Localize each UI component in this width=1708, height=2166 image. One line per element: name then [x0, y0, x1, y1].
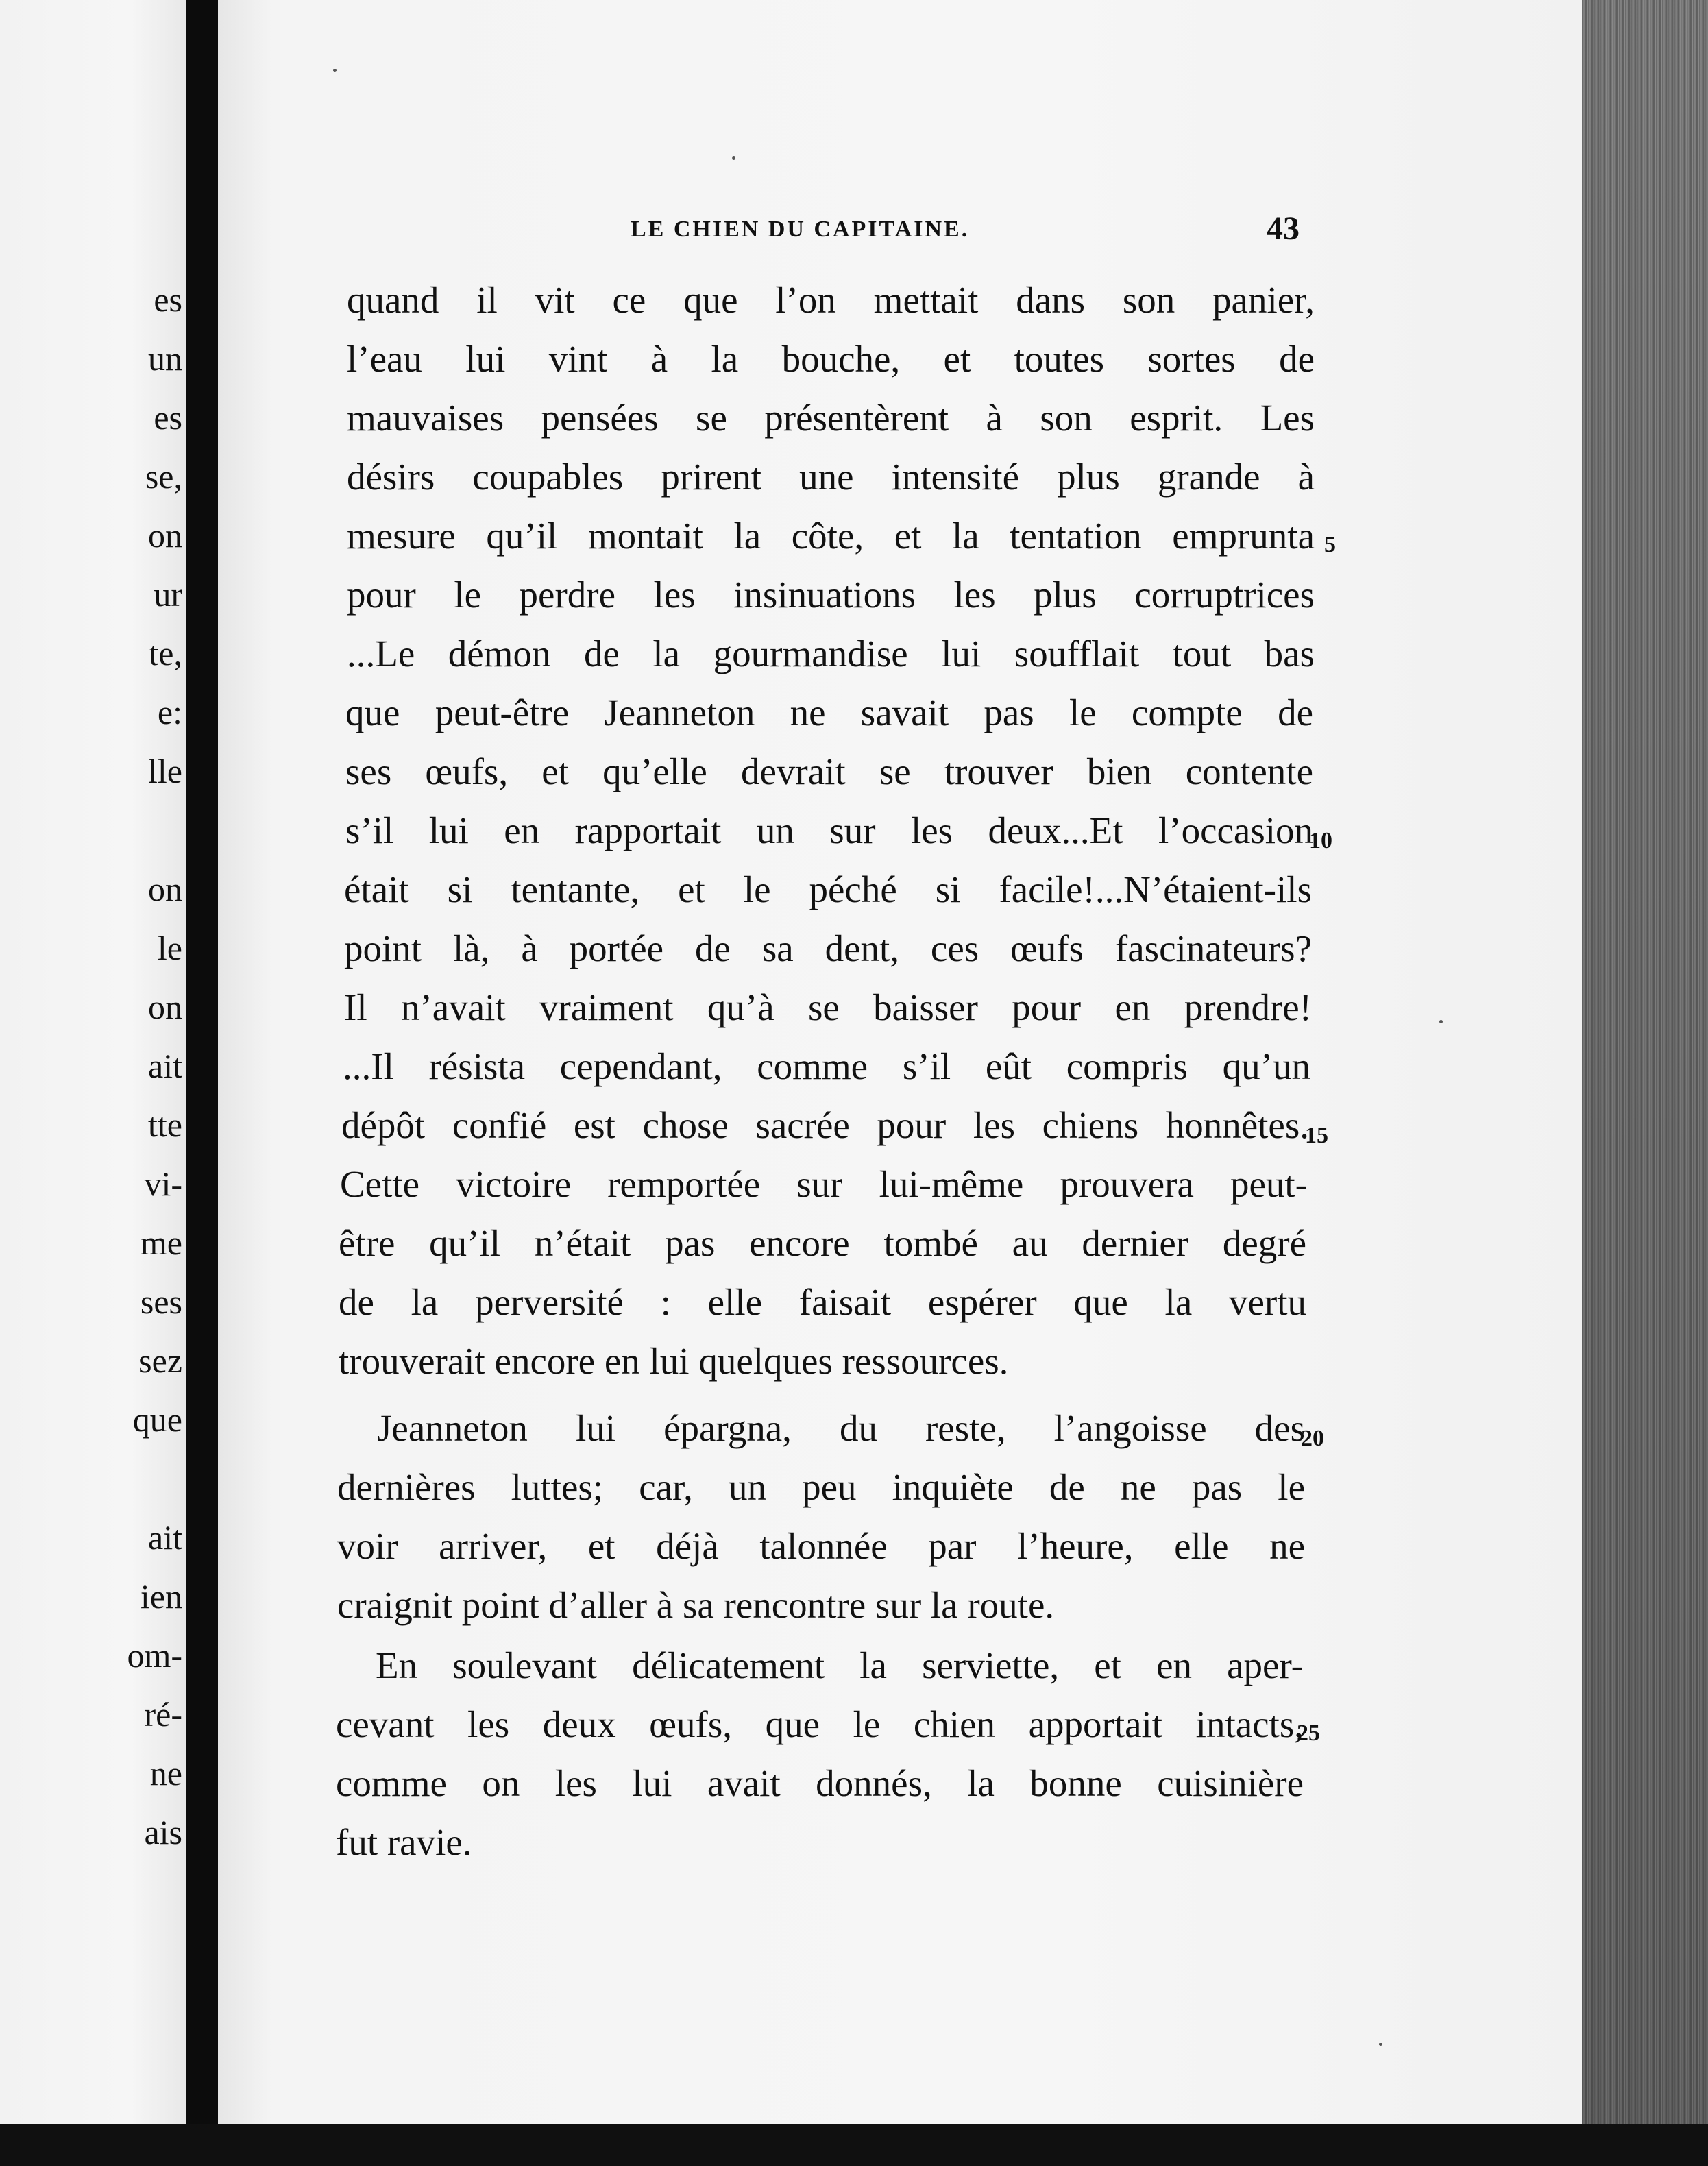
scan-speck: [732, 156, 735, 160]
scan-speck: [1439, 1020, 1443, 1023]
text-line: Cette victoire remportée sur lui-même prouvera peut-: [340, 1163, 1308, 1205]
text-line: mauvaises pensées se présentèrent à son esprit. Les: [347, 397, 1315, 439]
previous-page-fragment: que: [132, 1400, 182, 1439]
scan-speck: [333, 69, 337, 72]
scan-bottom-border: [0, 2124, 1708, 2166]
text-line: s’il lui en rapportait un sur les deux...Et l’occasion: [345, 810, 1313, 851]
previous-page-fragment: on: [148, 516, 182, 555]
previous-page-fragment: sez: [138, 1341, 182, 1380]
text-line: fut ravie.: [336, 1821, 472, 1863]
text-line: cevant les deux œufs, que le chien apportait intacts,: [336, 1703, 1304, 1745]
text-line: pour le perdre les insinuations les plus corruptrices: [347, 574, 1315, 616]
book-gutter-shadow: [186, 0, 218, 2166]
text-line: ...Le démon de la gourmandise lui soufflait tout bas: [347, 633, 1315, 674]
text-line: de la perversité : elle faisait espérer que la vertu: [339, 1281, 1306, 1323]
previous-page-edge: [0, 0, 186, 2166]
previous-page-fragment: ien: [140, 1577, 182, 1616]
text-line: Jeanneton lui épargna, du reste, l’angoisse des: [377, 1407, 1305, 1449]
previous-page-fragment: te,: [149, 634, 182, 672]
previous-page-fragment: ait: [148, 1518, 182, 1557]
text-line: était si tentante, et le péché si facile!...N’étaient-ils: [344, 868, 1312, 910]
previous-page-fragment: ur: [154, 575, 182, 613]
previous-page-fragment: om-: [127, 1636, 182, 1675]
previous-page-fragment: se,: [145, 457, 182, 496]
text-line: dernières luttes; car, un peu inquiète de ne pas le: [337, 1466, 1305, 1508]
previous-page-fragment: me: [140, 1224, 182, 1262]
previous-page-fragment: lle: [148, 752, 182, 790]
previous-page-fragment: ait: [148, 1047, 182, 1085]
text-line: En soulevant délicatement la serviette, et en aper-: [376, 1644, 1304, 1686]
previous-page-fragment: on: [148, 988, 182, 1026]
text-line: dépôt confié est chose sacrée pour les chiens honnêtes.: [341, 1104, 1309, 1146]
text-line: que peut-être Jeanneton ne savait pas le compte de: [345, 692, 1313, 733]
text-line: mesure qu’il montait la côte, et la tentation emprunta: [347, 515, 1315, 557]
text-line: point là, à portée de sa dent, ces œufs fascinateurs?: [344, 927, 1312, 969]
previous-page-fragment: es: [154, 398, 182, 437]
previous-page-fragment: e:: [157, 693, 182, 731]
text-line: ses œufs, et qu’elle devrait se trouver bien contente: [345, 751, 1313, 792]
previous-page-fragment: ne: [149, 1754, 182, 1792]
previous-page-fragment: vi-: [144, 1165, 182, 1203]
text-line: ...Il résista cependant, comme s’il eût compris qu’un: [343, 1045, 1310, 1087]
text-line: quand il vit ce que l’on mettait dans son panier,: [347, 279, 1315, 321]
previous-page-fragment: un: [148, 339, 182, 378]
previous-page-fragment: on: [148, 870, 182, 908]
text-line: être qu’il n’était pas encore tombé au dernier degré: [339, 1222, 1306, 1264]
line-number-marker: 20: [1301, 1426, 1324, 1451]
line-number-marker: 25: [1297, 1720, 1320, 1746]
line-number-marker: 10: [1309, 828, 1332, 853]
text-line: Il n’avait vraiment qu’à se baisser pour en prendre!: [344, 986, 1312, 1028]
scan-speck: [1379, 2043, 1382, 2046]
page-number: 43: [1267, 210, 1300, 247]
previous-page-fragment: es: [154, 280, 182, 319]
running-header-title: LE CHIEN DU CAPITAINE.: [631, 217, 970, 242]
previous-page-fragment: ais: [144, 1813, 182, 1851]
previous-page-fragment: ses: [140, 1282, 182, 1321]
line-number-marker: 15: [1305, 1123, 1328, 1148]
line-number-marker: 5: [1324, 532, 1336, 557]
text-line: désirs coupables prirent une intensité plus grande à: [347, 456, 1315, 498]
previous-page-fragment: ré-: [144, 1695, 182, 1733]
previous-page-fragment: le: [157, 929, 182, 967]
page-stack-edge: [1582, 0, 1708, 2166]
text-line: l’eau lui vint à la bouche, et toutes sortes de: [347, 338, 1315, 380]
text-line: comme on les lui avait donnés, la bonne cuisinière: [336, 1762, 1304, 1804]
text-line: voir arriver, et déjà talonnée par l’heure, elle ne: [337, 1525, 1305, 1567]
text-line: trouverait encore en lui quelques ressources.: [339, 1340, 1009, 1382]
text-line: craignit point d’aller à sa rencontre sur la route.: [337, 1584, 1055, 1626]
previous-page-fragment: tte: [148, 1106, 182, 1144]
